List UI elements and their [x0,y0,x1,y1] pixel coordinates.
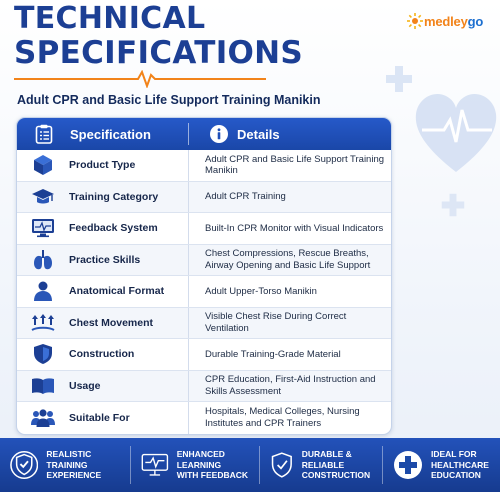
shield-check-icon [270,449,294,481]
feature-line: HEALTHCARE [431,459,489,470]
feature-line: ENHANCED LEARNING [176,449,225,470]
header-details [189,124,280,144]
lungs-icon [32,249,54,271]
clipboard-list-icon [35,124,53,144]
feature-line: EXPERIENCE [46,470,102,481]
row-detail: CPR Education, First-Aid Instruction and Skills Assessment [205,374,376,397]
specifications-table [16,117,392,435]
feature-line: EDUCATION [431,470,481,481]
row-name: Practice Skills [69,253,141,266]
row-detail: Visible Chest Rise During Correct Ventilation [205,311,347,334]
brand-name-part2: go [467,13,484,29]
table-row [17,402,391,434]
row-detail: Built-In CPR Monitor with Visual Indicators [205,222,384,234]
chest-arrows-icon [31,313,55,333]
feature-text [46,449,130,481]
brand-logo-icon [406,12,424,30]
table-row [17,276,391,308]
table-row [17,339,391,371]
graduation-cap-icon [31,187,55,207]
table-row [17,150,391,182]
header-details-label: Details [237,126,280,142]
torso-icon [32,280,54,302]
subtitle: Adult CPR and Basic Life Support Training Manikin [17,93,321,107]
feature-line: IDEAL FOR [431,449,477,460]
feature-text [177,449,259,481]
row-detail: Adult CPR Training [205,191,286,202]
pulse-line-icon [14,70,266,88]
feature-line: WITH FEEDBACK [176,470,249,481]
feature-item [383,438,498,492]
brand-logo [406,12,483,30]
feature-line: CONSTRUCTION [301,470,371,481]
feature-text [431,449,489,481]
feature-item [131,438,259,492]
brand-name-part1: medley [424,13,468,29]
table-row [17,308,391,340]
monitor-pulse-icon [31,218,55,238]
table-body [17,150,391,434]
row-name: Construction [69,348,135,361]
table-row [17,371,391,403]
feature-item [260,438,382,492]
features-bar [0,438,500,492]
row-detail: Adult Upper-Torso Manikin [205,285,317,297]
people-group-icon [30,408,56,428]
medical-cross-icon [393,450,423,480]
table-header [17,118,391,150]
row-name: Training Category [69,190,159,203]
cube-icon [32,154,54,176]
row-name: Suitable For [69,411,130,424]
row-name: Usage [69,379,101,392]
shield-icon [33,343,53,365]
plus-decoration-icon [440,192,466,218]
open-book-icon [31,376,55,396]
page-title [14,2,303,70]
row-detail: Adult CPR and Basic Life Support Training Manikin [205,153,385,177]
row-name: Chest Movement [69,316,154,329]
feature-text [302,449,382,481]
row-detail: Durable Training-Grade Material [205,348,341,360]
brand-name [424,14,483,29]
row-name: Product Type [69,159,136,172]
table-row [17,245,391,277]
title-line-1: TECHNICAL [14,1,206,36]
info-icon [209,124,229,144]
monitor-pulse-icon [141,451,169,479]
title-line-2: SPECIFICATIONS [14,35,304,71]
row-detail: Chest Compressions, Rescue Breaths, Airway Opening and Basic Life Support [205,248,371,271]
feature-line: REALISTIC TRAINING [46,449,92,470]
row-detail: Hospitals, Medical Colleges, Nursing Institutes and CPR Trainers [205,406,360,429]
table-row [17,213,391,245]
shield-check-icon [10,448,38,482]
row-name: Anatomical Format [69,285,165,298]
plus-decoration-icon [384,64,414,94]
heart-pulse-decoration-icon [408,80,500,180]
header-specification [17,124,188,144]
row-name: Feedback System [69,222,158,235]
header-specification-label: Specification [70,126,151,142]
feature-line: DURABLE & RELIABLE [301,449,352,470]
feature-item [0,438,130,492]
table-row [17,182,391,214]
